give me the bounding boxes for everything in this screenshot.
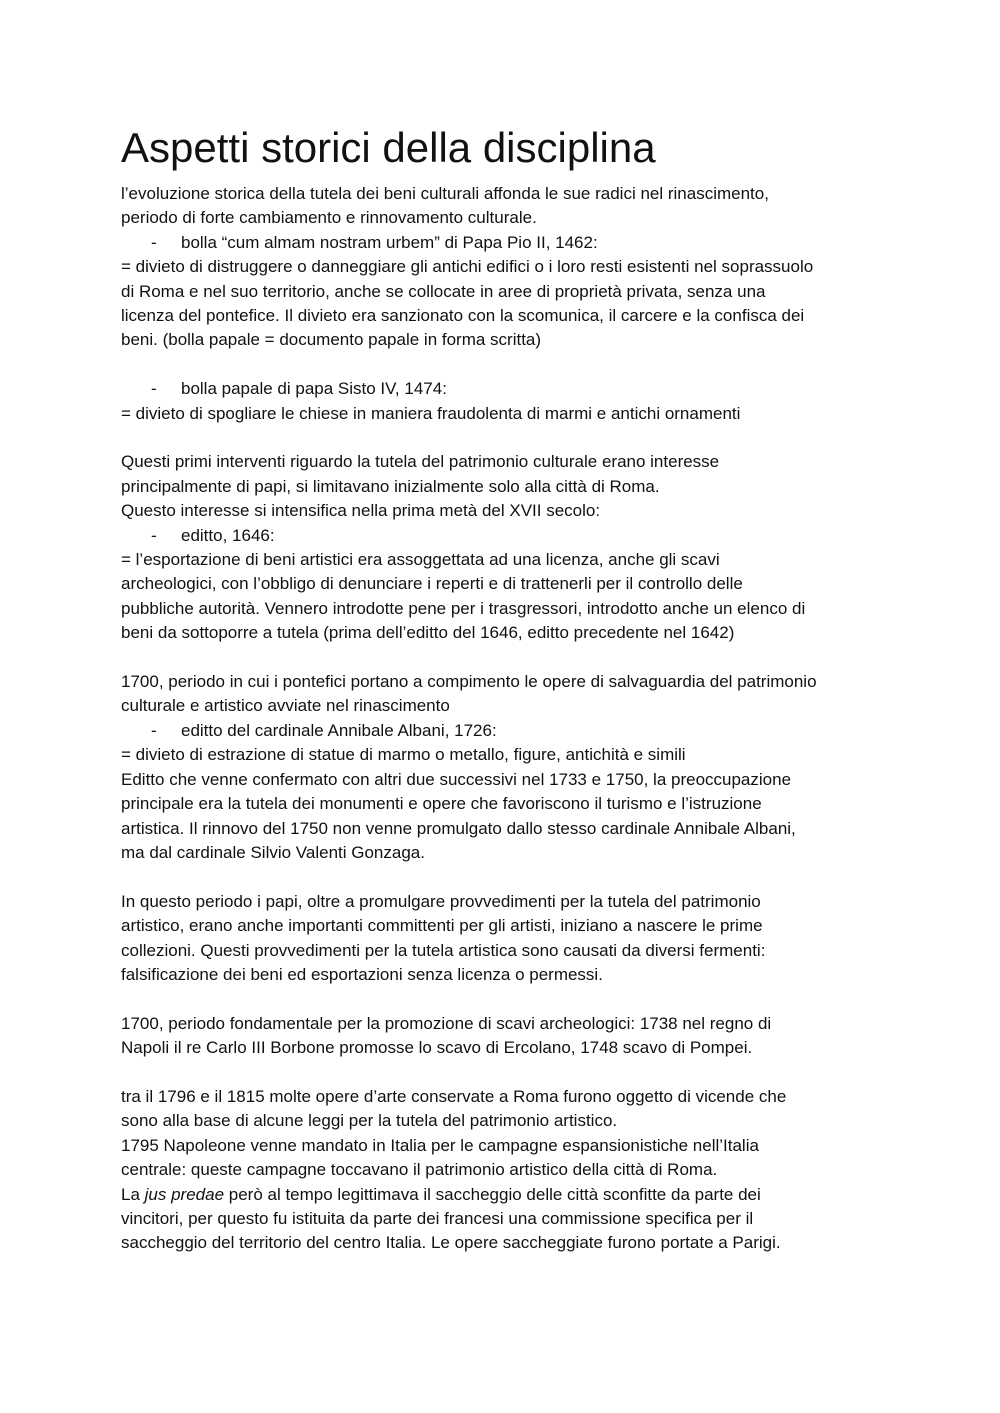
text-line — [121, 1183, 901, 1207]
bullet-dash: - — [151, 232, 157, 252]
text-line: artistico, erano anche importanti committenti per gli artisti, iniziano a nascere le prime — [121, 916, 763, 936]
blank-line — [121, 1061, 901, 1085]
italic-term: jus predae — [144, 1184, 225, 1204]
text-line: beni da sottoporre a tutela (prima dell’editto del 1646, editto precedente nel 1642) — [121, 623, 735, 643]
text-line: Questo interesse si intensifica nella prima metà del XVII secolo: — [121, 501, 601, 521]
blank-line — [121, 353, 901, 377]
text-line: = divieto di estrazione di statue di marmo o metallo, figure, antichità e simili — [121, 745, 686, 765]
text-line: centrale: queste campagne toccavano il patrimonio artistico della città di Roma. — [121, 1160, 718, 1180]
text-line: culturale e artistico avviate nel rinascimento — [121, 696, 450, 716]
text-line: Questi primi interventi riguardo la tutela del patrimonio culturale erano interesse — [121, 452, 720, 472]
text-line: 1700, periodo fondamentale per la promozione di scavi archeologici: 1738 nel regno di — [121, 1013, 772, 1033]
blank-line — [121, 987, 901, 1011]
text-line: = l’esportazione di beni artistici era assoggettata ad una licenza, anche gli scavi — [121, 550, 720, 570]
bullet-text: editto del cardinale Annibale Albani, 1726: — [181, 720, 497, 740]
bullet-item — [121, 231, 901, 255]
bullet-text: editto, 1646: — [181, 525, 275, 545]
document-body — [121, 182, 901, 1256]
text-line: In questo periodo i papi, oltre a promulgare provvedimenti per la tutela del patrimonio — [121, 891, 761, 911]
text-line: principale era la tutela dei monumenti e opere che favoriscono il turismo e l’istruzione — [121, 794, 762, 814]
bullet-dash: - — [151, 525, 157, 545]
text-line: vincitori, per questo fu istituita da parte dei francesi una commissione specifica per il — [121, 1208, 754, 1228]
bullet-text: bolla papale di papa Sisto IV, 1474: — [181, 379, 447, 399]
blank-line — [121, 865, 901, 889]
text-line: = divieto di spogliare le chiese in maniera fraudolenta di marmi e antichi ornamenti — [121, 403, 741, 423]
text-line: artistica. Il rinnovo del 1750 non venne promulgato dallo stesso cardinale Annibale Albani, — [121, 818, 796, 838]
text-line: Napoli il re Carlo III Borbone promosse lo scavo di Ercolano, 1748 scavo di Pompei. — [121, 1038, 753, 1058]
text-line: principalmente di papi, si limitavano inizialmente solo alla città di Roma. — [121, 476, 660, 496]
text-line: l’evoluzione storica della tutela dei beni culturali affonda le sue radici nel rinascimento, — [121, 184, 769, 203]
text-line: archeologici, con l’obbligo di denunciare i reperti e di trattenerli per il controllo delle — [121, 574, 743, 594]
text-line: Editto che venne confermato con altri due successivi nel 1733 e 1750, la preoccupazione — [121, 769, 792, 789]
bullet-item — [121, 719, 901, 743]
text-line: saccheggio del territorio del centro Italia. Le opere saccheggiate furono portate a Parigi. — [121, 1233, 781, 1253]
text-line: tra il 1796 e il 1815 molte opere d’arte conservate a Roma furono oggetto di vicende che — [121, 1086, 787, 1106]
text-line: falsificazione dei beni ed esportazioni senza licenza o permessi. — [121, 964, 603, 984]
bullet-text: bolla “cum almam nostram urbem” di Papa Pio II, 1462: — [181, 232, 598, 252]
text-line: ma dal cardinale Silvio Valenti Gonzaga. — [121, 842, 425, 862]
text-line: 1700, periodo in cui i pontefici portano a compimento le opere di salvaguardia del patrimonio — [121, 672, 817, 692]
document-page — [121, 118, 901, 1256]
text-line: sono alla base di alcune leggi per la tutela del patrimonio artistico. — [121, 1111, 618, 1131]
bullet-item — [121, 524, 901, 548]
text-line: periodo di forte cambiamento e rinnovamento culturale. — [121, 208, 537, 228]
text-run: però al tempo legittimava il saccheggio delle città sconfitte da parte dei — [224, 1184, 761, 1204]
text-line: pubbliche autorità. Vennero introdotte pene per i trasgressori, introdotto anche un elenco di — [121, 598, 806, 618]
bullet-dash: - — [151, 720, 157, 740]
document-title: Aspetti storici della disciplina — [121, 124, 656, 171]
text-line: licenza del pontefice. Il divieto era sanzionato con la scomunica, il carcere e la confisca dei — [121, 306, 805, 326]
text-line: collezioni. Questi provvedimenti per la tutela artistica sono causati da diversi fermenti: — [121, 940, 766, 960]
bullet-dash: - — [151, 379, 157, 399]
bullet-item — [121, 377, 901, 401]
text-run: La — [121, 1184, 145, 1204]
text-line: 1795 Napoleone venne mandato in Italia per le campagne espansionistiche nell’Italia — [121, 1135, 759, 1155]
blank-line — [121, 426, 901, 450]
text-line: = divieto di distruggere o danneggiare gli antichi edifici o i loro resti esistenti nel soprassuolo — [121, 257, 814, 277]
text-line: di Roma e nel suo territorio, anche se collocate in aree di proprietà privata, senza una — [121, 281, 766, 301]
text-line: beni. (bolla papale = documento papale in forma scritta) — [121, 330, 542, 350]
blank-line — [121, 646, 901, 670]
